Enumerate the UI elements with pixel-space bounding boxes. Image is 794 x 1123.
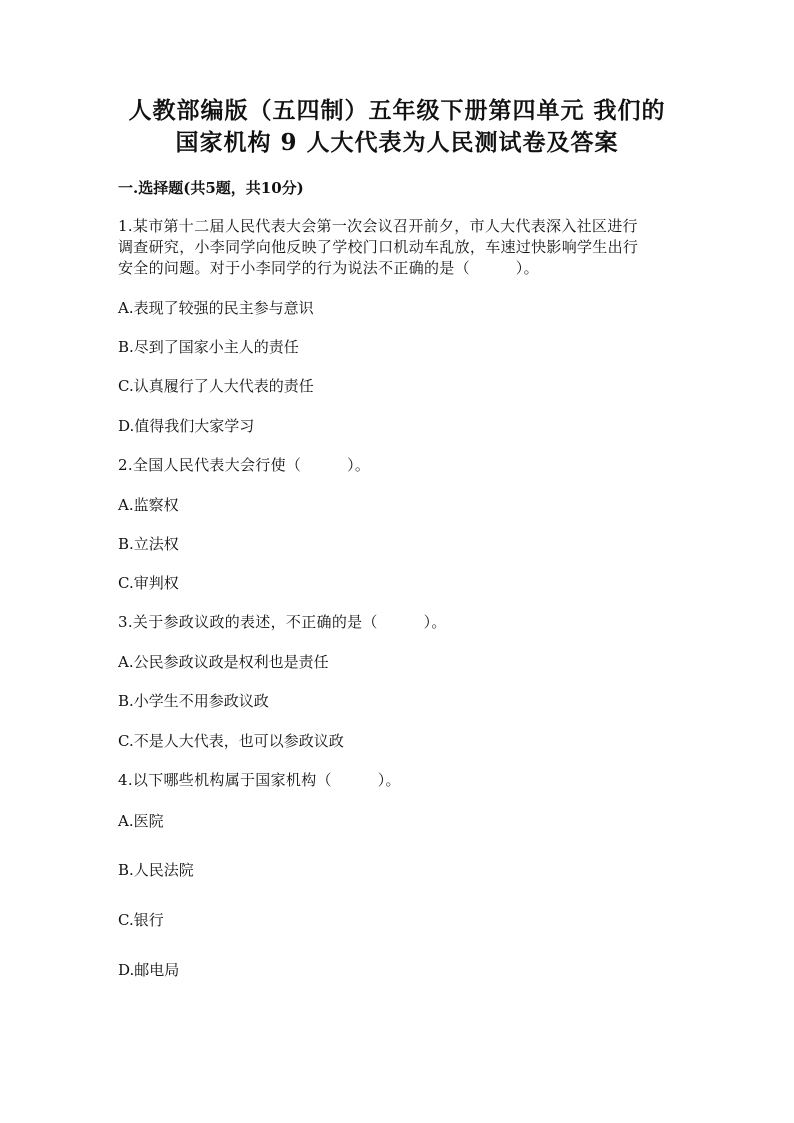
question-1-stem <box>118 216 678 279</box>
document-title-line2: 国家机构 9 人大代表为人民测试卷及答案 <box>175 129 619 156</box>
question-4-option-a: A.医院 <box>118 812 164 830</box>
question-1-option-b: B.尽到了国家小主人的责任 <box>118 338 299 356</box>
question-4-stem: 4.以下哪些机构属于国家机构（ ）。 <box>118 771 401 789</box>
question-1-stem-line3: 安全的问题。对于小李同学的行为说法不正确的是（ ）。 <box>118 259 539 277</box>
question-2-stem: 2.全国人民代表大会行使（ ）。 <box>118 456 371 474</box>
question-3-option-b: B.小学生不用参政议政 <box>118 692 269 710</box>
question-4-option-c: C.银行 <box>118 911 164 929</box>
question-1-option-c: C.认真履行了人大代表的责任 <box>118 377 314 395</box>
question-1-stem-line1: 1.某市第十二届人民代表大会第一次会议召开前夕，市人大代表深入社区进行 <box>118 217 638 235</box>
question-4-option-b: B.人民法院 <box>118 861 194 879</box>
question-2-option-a: A.监察权 <box>118 496 179 514</box>
document-title-line1: 人教部编版（五四制）五年级下册第四单元 我们的 <box>128 97 666 124</box>
question-4-option-d: D.邮电局 <box>118 961 180 979</box>
question-2-option-b: B.立法权 <box>118 535 179 553</box>
question-3-stem: 3.关于参政议政的表述，不正确的是（ ）。 <box>118 613 447 631</box>
question-3-option-a: A.公民参政议政是权利也是责任 <box>118 653 329 671</box>
section-heading: 一.选择题(共5题，共10分) <box>118 179 304 197</box>
question-3-option-c: C.不是人大代表，也可以参政议政 <box>118 732 344 750</box>
question-2-option-c: C.审判权 <box>118 574 179 592</box>
question-1-option-a: A.表现了较强的民主参与意识 <box>118 299 314 317</box>
question-1-option-d: D.值得我们大家学习 <box>118 417 255 435</box>
question-1-stem-line2: 调查研究，小李同学向他反映了学校门口机动车乱放，车速过快影响学生出行 <box>118 238 639 256</box>
